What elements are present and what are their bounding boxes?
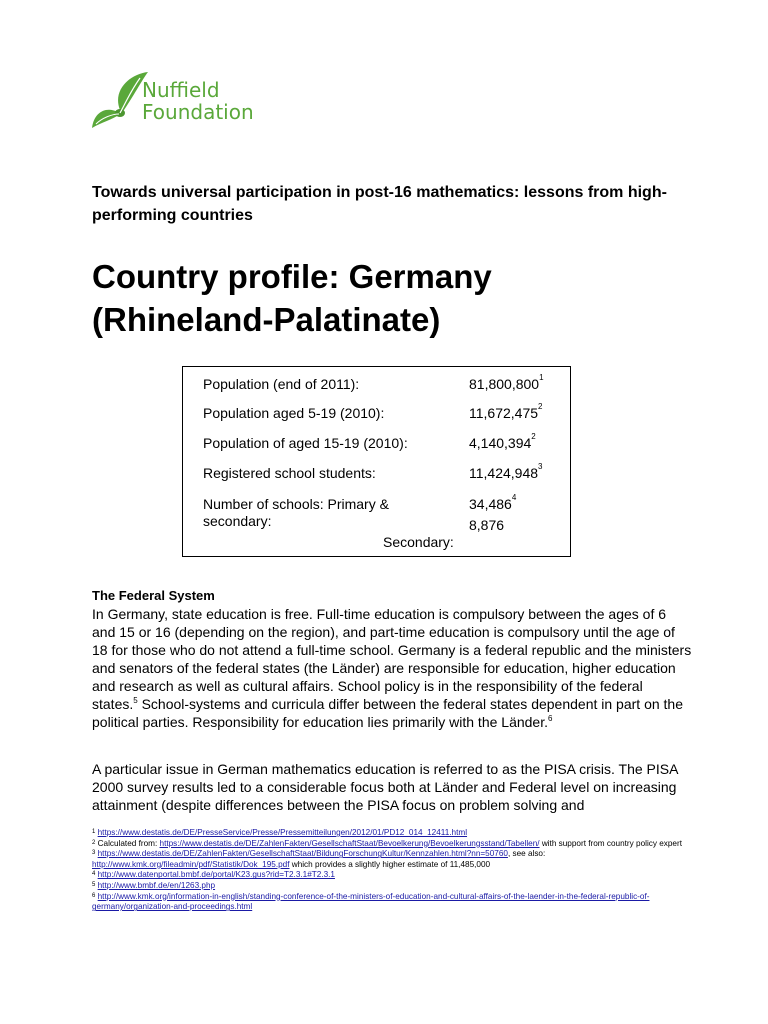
stat-label: Population (end of 2011): — [203, 376, 360, 392]
nuffield-foundation-logo — [90, 70, 280, 134]
stat-label: Number of schools: Primary & secondary: — [203, 496, 389, 529]
footnote-4: $^4$ http://www.datenportal.bmbf.de/portal/K23.gus?rid=T2.3.1#T2.3.1 — [92, 870, 335, 880]
footnote-link[interactable]: https://www.destatis.de/DE/ZahlenFakten/GesellschaftStaat/BildungForschungKultur/Kennzahlen.html?nn=50760 — [97, 849, 508, 859]
footnote-link[interactable]: http://www.datenportal.bmbf.de/portal/K23.gus?rid=T2.3.1#T2.3.1 — [97, 870, 335, 880]
stat-label: Registered school students: — [203, 465, 376, 481]
paragraph-federal-system: In Germany, state education is free. Full-time education is compulsory between the ages of 6 and 15 or 16 (depending on the region), and part-time education is compulsory until the age of 18 for those who do not attend a full-time school. Germany is a federal republic and the ministers and senators of the federal states (the Länder) are responsible for education, higher education and research as well as cultural affairs. School policy is in the responsibility of the federal states.$^5$ School-systems and curricula differ between the federal states dependent in part on the political parties. Responsibility for education lies primarily with the Länder.$^6$ — [92, 606, 692, 730]
logo-line-nuffield: Nuffield — [142, 78, 220, 102]
paragraph-pisa-crisis: A particular issue in German mathematics education is referred to as the PISA crisis. The PISA 2000 survey results led to a considerable focus both at Länder and Federal level on increasing attainment (despite differences between the PISA focus on problem solving and — [92, 761, 678, 813]
footnote-ref[interactable]: 5 — [133, 696, 138, 705]
page-title — [92, 255, 692, 341]
stat-value: 81,800,800$^1$ — [469, 373, 544, 392]
footnote-link[interactable]: http://www.kmk.org/information-in-english/standing-conference-of-the-ministers-of-education-and-cultural-affairs-of-the-laender-in-the-federal-republic-of-germany/organization-and-proceedings.html — [92, 891, 650, 912]
stat-value: 11,424,948$^3$ — [469, 462, 543, 481]
report-subtitle: Towards universal participation in post-16 mathematics: lessons from high-performing countries — [92, 184, 667, 224]
logo-line-foundation: Foundation — [142, 100, 254, 124]
secondary-value: 8,876 — [469, 517, 505, 533]
footnote-ref[interactable]: 6 — [548, 714, 553, 723]
sycamore-seed-icon — [90, 70, 150, 134]
secondary-label: Secondary: — [383, 534, 454, 550]
title-line-1: Country profile: Germany — [92, 258, 492, 295]
footnote-6: $^6$ http://www.kmk.org/information-in-english/standing-conference-of-the-ministers-of-education-and-cultural-affairs-of-the-laender-in-the-federal-republic-of-germany/organization-and-proceedings.html — [92, 891, 650, 912]
footnote-1: $^1$ https://www.destatis.de/DE/PresseService/Presse/Pressemitteilungen/2012/01/PD12_014_12411.html — [92, 828, 468, 837]
footnote-link[interactable]: http://www.bmbf.de/en/1263.php — [97, 880, 216, 890]
footnote-5: $^5$ http://www.bmbf.de/en/1263.php — [92, 880, 216, 890]
stat-value: 4,140,394$^2$ — [469, 432, 536, 451]
title-line-2: (Rhineland-Palatinate) — [92, 301, 441, 338]
footnote-3: $^3$ https://www.destatis.de/DE/ZahlenFakten/GesellschaftStaat/BildungForschungKultur/Kennzahlen.html?nn=50760, see also: http://www.kmk.org/fileadmin/pdf/Statistik/Dok_195.pdf which provides a slightly higher estimate of 11,485,000 — [92, 849, 546, 869]
footnote-link[interactable]: https://www.destatis.de/DE/ZahlenFakten/GesellschaftStaat/Bevoelkerung/Bevoelkerungsstand/Tabellen/ — [159, 838, 540, 848]
stat-label: Population aged 5-19 (2010): — [203, 405, 385, 421]
stat-value: 11,672,475$^2$ — [469, 402, 543, 421]
statistics-box — [182, 366, 571, 557]
footnotes — [92, 828, 692, 913]
stat-label: Population of aged 15-19 (2010): — [203, 435, 408, 451]
footnote-link[interactable]: https://www.destatis.de/DE/PresseService/Presse/Pressemitteilungen/2012/01/PD12_014_12411.html — [97, 828, 468, 837]
section-heading: The Federal System — [92, 588, 215, 603]
footnote-2: $^2$ Calculated from: https://www.destatis.de/DE/ZahlenFakten/GesellschaftStaat/Bevoelkerung/Bevoelkerungsstand/Tabellen/ with support from country policy expert — [92, 838, 682, 848]
footnote-link[interactable]: http://www.kmk.org/fileadmin/pdf/Statistik/Dok_195.pdf — [92, 859, 290, 869]
stat-value: 34,486$^4$ — [469, 493, 517, 512]
